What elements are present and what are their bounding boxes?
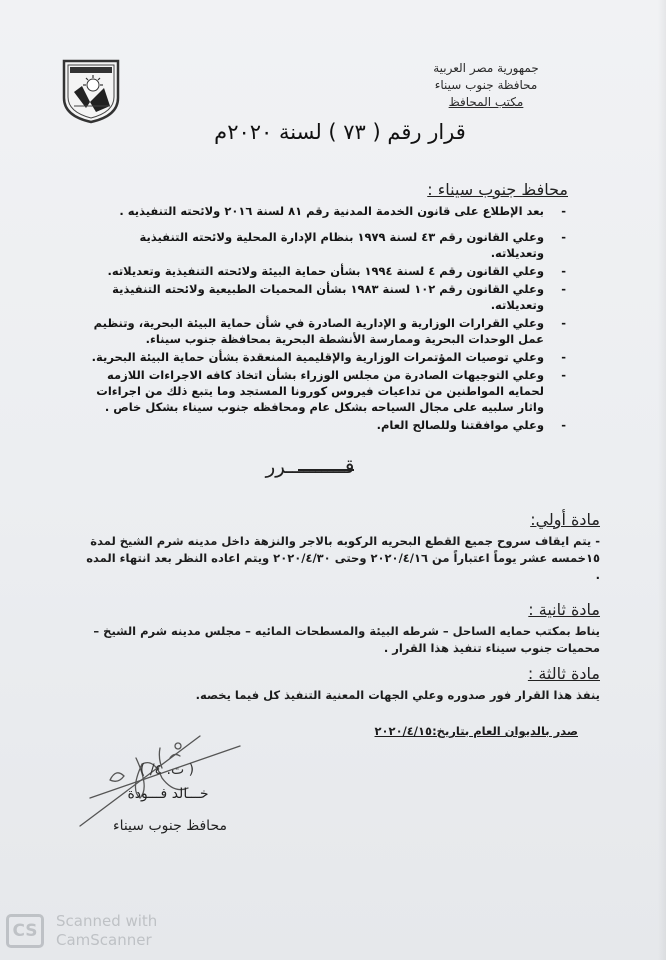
clause-item: - وعلي القانون رقم ٤٣ لسنة ١٩٧٩ بنظام الإدارة المحلية ولائحته التنفيذية وتعديلاته. [88,229,568,261]
clause-item: - وعلي توصيات المؤتمرات الوزارية والإقليمية المنعقدة بشأن حماية البيئة البحرية. [88,349,568,365]
watermark-text [56,912,157,950]
clause-item: - وعلي موافقتنا وللصالح العام. [88,417,568,433]
watermark-line-2: CamScanner [56,931,152,949]
article-3 [80,664,600,704]
article-body: يناط بمكتب حمايه الساحل – شرطه البيئة والمسطحات المائيه – مجلس مدينه شرم الشيخ – محميات جنوب سيناء تنفيذ هذا القرار . [93,624,600,655]
article-heading: مادة ثالثة : [527,664,600,683]
governorate-emblem-icon [60,58,122,124]
letterhead [386,60,586,111]
governorate-name: محافظة جنوب سيناء [434,78,538,92]
clause-item: - وعلي القانون رقم ١٠٢ لسنة ١٩٨٣ بشأن المحميات الطبيعية ولائحته التنفيذية وتعديلاته. [88,281,568,313]
clause-item: - وعلي التوجيهات الصادرة من مجلس الوزراء بشأن اتخاذ كافه الاجراءات اللازمه لحمايه المواطنين من تداعيات فيروس كورونا المستجد وما يتبع ذلك من اجراءات واثار سلبيه على مجال السياحه بشكل عام ومحافظه جنوب سيناء بشكل خاص . [88,367,568,415]
article-body: ينفذ هذا القرار فور صدوره وعلي الجهات المعنية التنفيذ كل فيما يخصه. [195,688,600,702]
page-edge-shadow [658,0,666,960]
clause-item: - وعلي القانون رقم ٤ لسنة ١٩٩٤ بشأن حماية البيئة ولائحته التنفيذية وتعديلاته. [88,263,568,279]
article-heading: مادة أولي: [530,510,600,529]
decree-title: قرار رقم ( ٧٣ ) لسنة ٢٠٢٠م [214,120,466,144]
camscanner-watermark [6,912,206,960]
article-body: - يتم ايقاف سروح جميع القطع البحريه الركوبه بالاجر والنزهة داخل مدينه شرم الشيخ لمدة ١٥خمسه عشر يوماً اعتباراً من ٢٠٢٠/٤/١٦ وحتى ٢٠٢٠/٤/٣٠ ويتم اعاده النظر بعد انتهاء المده . [86,534,600,582]
camscanner-logo-icon: CS [6,914,44,948]
preamble-heading: محافظ جنوب سيناء : [427,180,568,199]
signature-bracket: ( ت. ٤/ ) [139,762,195,778]
office-name: مكتب المحافظ [448,95,524,109]
article-2 [80,600,600,657]
article-heading: مادة ثانية : [528,600,600,619]
preamble-clauses [88,203,568,433]
preamble-section [88,180,568,435]
signatory-name: خـــالد فـــودة [127,786,209,802]
decree-word [260,452,360,482]
issued-date: صدر بالديوان العام بتاريخ:٢٠٢٠/٤/١٥ [374,724,578,738]
article-1 [80,510,600,584]
decree-word-text: قــــــــــرر [265,454,355,478]
country-name: جمهورية مصر العربية [433,61,539,75]
clause-item: - بعد الإطلاع على قانون الخدمة المدنية رقم ٨١ لسنة ٢٠١٦ ولائحته التنفيذيه . [88,203,568,219]
signatory-title: محافظ جنوب سيناء [112,818,227,834]
clause-item: - وعلي القرارات الوزارية و الإدارية الصادرة في شأن حماية البيئة البحرية، وتنظيم عمل الوحدات البحرية وممارسة الأنشطة البحرية بمحافظة جنوب سيناء. [88,315,568,347]
watermark-line-1: Scanned with [56,912,158,930]
